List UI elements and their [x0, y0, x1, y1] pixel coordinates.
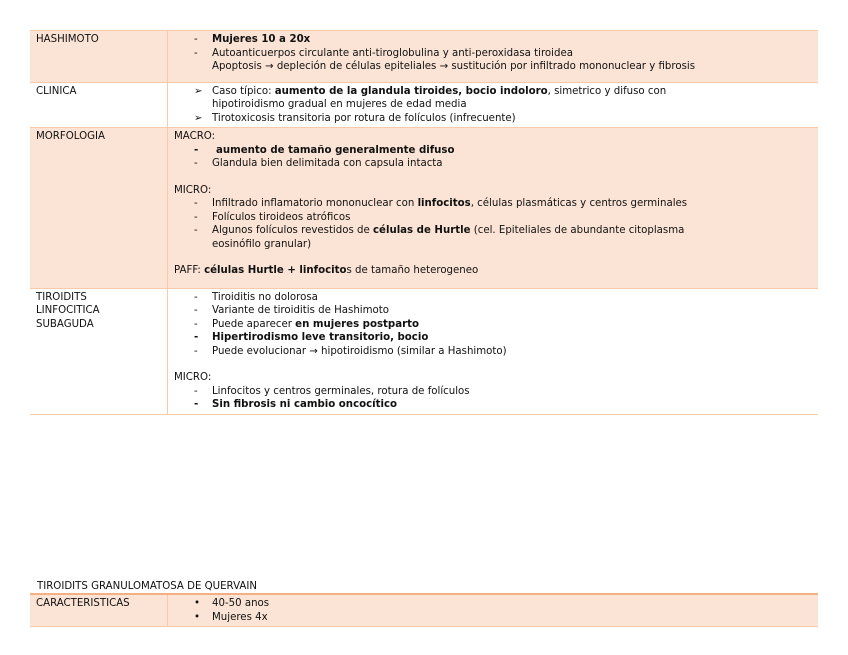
list-item: ➢ Tirotoxicosis transitoria por rotura de folículos (infrecuente) — [194, 112, 516, 124]
list-item: - Puede aparecer en mujeres postparto — [194, 318, 419, 330]
section-heading-quervain: TIROIDITS GRANULOMATOSA DE QUERVAIN — [37, 581, 257, 592]
list-item: - Tiroiditis no dolorosa — [194, 291, 318, 303]
row-clinica — [30, 82, 818, 128]
row-content — [168, 594, 819, 627]
list-item: - Linfocitos y centros germinales, rotura de folículos — [194, 385, 470, 397]
row-content — [168, 31, 819, 83]
list-item: • 40-50 anos — [194, 598, 270, 609]
row-content — [168, 82, 819, 128]
list-item: ➢ Caso típico: aumento de la glandula tiroides, bocio indoloro, simetrico y difuso con — [194, 85, 667, 97]
subheading-macro: MACRO: — [174, 131, 216, 142]
row-label: TIROIDITS LINFOCITICA SUBAGUDA — [30, 288, 168, 414]
row-content — [168, 128, 819, 289]
list-item-continued: hipotiroidismo gradual en mujeres de edad media — [212, 99, 467, 110]
subheading-micro: MICRO: — [174, 184, 212, 196]
list-item: - Algunos folículos revestidos de células de Hurtle (cel. Epiteliales de abundante citoplasma — [194, 225, 685, 236]
row-hashimoto — [30, 31, 818, 83]
quervain-table — [30, 593, 818, 627]
list-item-continued: eosinófilo granular) — [212, 238, 312, 250]
paff-line: PAFF: células Hurtle + linfocitos de tamaño heterogeneo — [174, 265, 479, 276]
row-label: HASHIMOTO — [30, 31, 168, 83]
row-linfocitica — [30, 288, 818, 414]
row-morfologia — [30, 128, 818, 289]
list-item-continued: Apoptosis → depleción de células epiteliales → sustitución por infiltrado mononuclear y fibrosis — [212, 61, 696, 72]
row-label: MORFOLOGIA — [30, 128, 168, 289]
list-item: - Hipertirodismo leve transitorio, bocio — [194, 332, 429, 343]
row-content — [168, 288, 819, 414]
subheading-micro: MICRO: — [174, 372, 212, 383]
row-label: CARACTERISTICAS — [30, 594, 168, 627]
pathology-table — [30, 30, 818, 415]
list-item: - Variante de tiroiditis de Hashimoto — [194, 305, 389, 316]
list-item: - Folículos tiroideos atróficos — [194, 211, 351, 223]
list-item: - Puede evolucionar → hipotiroidismo (similar a Hashimoto) — [194, 345, 507, 357]
list-item: - Glandula bien delimitada con capsula intacta — [194, 158, 443, 169]
list-item: - Sin fibrosis ni cambio oncocítico — [194, 399, 398, 410]
list-item: - Mujeres 10 a 20x — [194, 34, 311, 45]
row-label: CLINICA — [30, 82, 168, 128]
list-item: • Mujeres 4x — [194, 611, 268, 623]
row-caracteristicas — [30, 594, 818, 627]
list-item: - Infiltrado inflamatorio mononuclear con linfocitos, células plasmáticas y centros germinales — [194, 198, 688, 209]
list-item: - Autoanticuerpos circulante anti-tiroglobulina y anti-peroxidasa tiroidea — [194, 47, 573, 59]
list-item: - aumento de tamaño generalmente difuso — [194, 144, 455, 156]
